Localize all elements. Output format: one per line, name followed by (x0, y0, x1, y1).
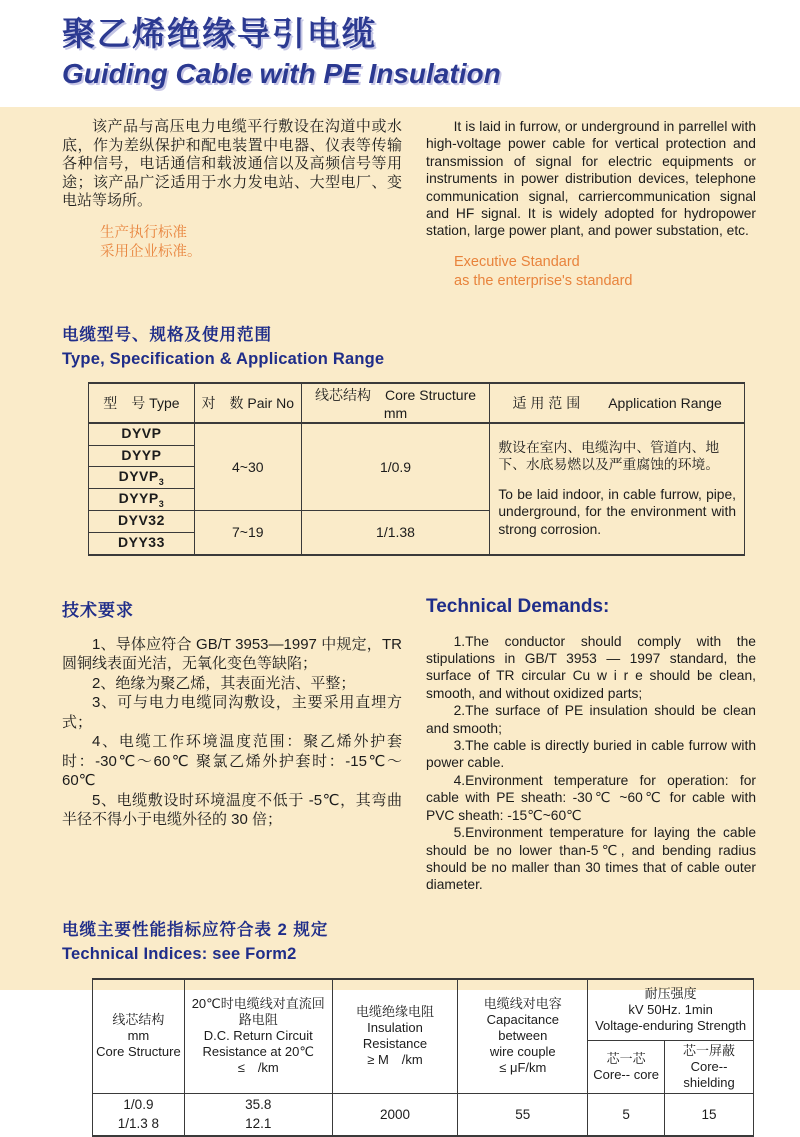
header-line: 芯一屏蔽 (683, 1043, 736, 1059)
core-structure-group-2: 1/1.38 (301, 511, 490, 555)
page-header (0, 0, 800, 107)
intro-paragraph-zh: 该产品与高压电力电缆平行敷设在沟道中或水底，作为差纵保护和配电装置中电器、仪表等传输各种信号，电话通信和载波通信以及高频信号等用途；该产品广泛适用于水力发电站、大型电厂、变电站等场所。 (62, 118, 402, 209)
header-line: ≤ μF/km (499, 1060, 547, 1076)
section2-heading (62, 916, 800, 964)
intro-section (0, 118, 800, 291)
tech-en-item: 1.The conductor should comply with the stipulations in GB/T 3953 — 1997 standard, the surface of TR circular Cu w i r e should be clean, smooth, and without oxidized parts; (426, 633, 756, 701)
data-dc-resistance (184, 1094, 332, 1136)
header-line: 电缆线对电容 (483, 996, 562, 1012)
tech-zh-item: 1、导体应符合 GB/T 3953—1997 中规定，TR 圆铜线表面光洁，无氧化变色等缺陷； (62, 635, 402, 673)
table2-header-dc-resistance (184, 979, 332, 1094)
table1-header-type: 型 号 Type (89, 383, 195, 423)
header-line: 耐压强度 (644, 985, 697, 1001)
tech-en-item: 5.Environment temperature for laying the cable should be no lower than-5℃, and bending radius should be no maller than 30 times that of cable outer diameter. (426, 825, 756, 893)
type-cell-dyvp3 (89, 467, 195, 489)
technical-demands-heading-en: Technical Demands: (426, 595, 610, 617)
type-cell-dyv32 (89, 511, 195, 533)
type-cell-dyy33 (89, 532, 195, 554)
table2-header-insulation-resistance (332, 979, 458, 1094)
header-line: Resistance at 20℃ (202, 1044, 314, 1060)
table-row (89, 423, 745, 445)
tech-zh-item: 2、绝缘为聚乙烯，其表面光洁、平整； (92, 674, 356, 692)
application-range-cell (490, 423, 745, 555)
header-line: Capacitance between (486, 1012, 559, 1044)
technical-demands-en (426, 596, 756, 894)
header-line: Core--shielding (683, 1059, 735, 1091)
data-core-core: 5 (588, 1094, 665, 1136)
standard-note-en-line2: as the enterprise's standard (454, 272, 633, 289)
header-line: mm (127, 1028, 150, 1044)
type-label: DYVP (118, 468, 159, 485)
header-line: 线芯结构 (112, 1012, 165, 1028)
tech-zh-item: 4、电缆工作环境温度范围：聚乙烯外护套时：-30℃～60℃ 聚氯乙烯外护套时：-15℃～60℃ (62, 733, 402, 790)
core-structure-group-1: 1/0.9 (301, 423, 490, 511)
standard-note-zh-line1: 生产执行标准 (100, 224, 187, 241)
header-line: ≤ /km (237, 1060, 279, 1076)
type-label: DYY33 (118, 533, 165, 550)
technical-demands-zh (62, 596, 402, 894)
type-cell-dyyp (89, 445, 195, 467)
standard-note-zh-line2: 采用企业标准。 (100, 243, 202, 260)
table2-header-core-shielding (665, 1041, 754, 1094)
header-line: kV 50Hz. 1min (628, 1001, 713, 1017)
table2-header-core-core (588, 1041, 665, 1094)
header-line: Core-- core (593, 1067, 659, 1083)
header-line: Insulation (367, 1020, 423, 1036)
table1-header-core: 线芯结构 Core Structure mm (301, 383, 490, 423)
page-title-en: Guiding Cable with PE Insulation (62, 58, 501, 90)
table2-data-row (93, 1094, 754, 1136)
data-core-structure (93, 1094, 185, 1136)
application-range-zh: 敷设在室内、电缆沟中、管道内、地下、水底易燃以及严重腐蚀的环境。 (498, 439, 720, 473)
section2-heading-zh: 电缆主要性能指标应符合表 2 规定 (62, 920, 329, 939)
technical-demands-items-en (426, 633, 756, 894)
tech-en-item: 2.The surface of PE insulation should be clean and smooth; (426, 703, 756, 736)
intro-column-zh (62, 118, 402, 291)
tech-zh-item: 3、可与电力电缆同沟敷设，主要采用直埋方式； (62, 694, 402, 731)
type-cell-dyyp3 (89, 489, 195, 511)
data-value: 12.1 (245, 1116, 272, 1132)
table2-header-row-1 (93, 979, 754, 1041)
standard-note-en-line1: Executive Standard (454, 253, 580, 270)
section1-heading-en: Type, Specification & Application Range (62, 349, 385, 368)
type-label: DYVP (121, 424, 162, 441)
data-value: 35.8 (245, 1097, 272, 1113)
table2-header-capacitance (458, 979, 588, 1094)
section1-heading (62, 321, 800, 369)
table1-header-application: 适 用 范 围 Application Range (490, 383, 745, 423)
standard-note-en (426, 253, 756, 291)
table1-header-pair-no: 对 数 Pair No (194, 383, 301, 423)
technical-demands-items-zh (62, 635, 402, 830)
type-spec-table (88, 382, 745, 556)
tech-en-item: 3.The cable is directly buried in cable furrow with power cable. (426, 738, 756, 771)
header-line: 20℃时电缆线对直流回路电阻 (191, 996, 325, 1028)
data-value: 1/0.9 (123, 1097, 154, 1113)
table2-header-core-structure (93, 979, 185, 1094)
standard-note-zh (62, 224, 402, 262)
section1-heading-zh: 电缆型号、规格及使用范围 (62, 325, 272, 344)
tech-en-item: 4.Environment temperature for operation: for cable with PE sheath: -30℃ ~60℃ for cable with PVC sheath: -15℃~60℃ (426, 772, 756, 823)
technical-demands-section (0, 596, 800, 894)
data-insulation-resistance: 2000 (332, 1094, 458, 1136)
pair-no-group-1: 4~30 (194, 423, 301, 511)
header-line: 电缆绝缘电阻 (355, 1004, 434, 1020)
header-line: Voltage-enduring Strength (595, 1017, 747, 1033)
page-body (0, 107, 800, 1132)
data-value: 1/1.3 8 (117, 1116, 160, 1132)
pair-no-group-2: 7~19 (194, 511, 301, 555)
type-label: DYYP (121, 446, 162, 463)
application-range-en: To be laid indoor, in cable furrow, pipe, underground, for the environment with strong corrosion. (498, 486, 736, 537)
header-line: wire couple (489, 1044, 556, 1060)
table2-header-voltage-strength (588, 979, 754, 1041)
table1-header-row (89, 383, 745, 423)
data-capacitance: 55 (458, 1094, 588, 1136)
data-core-shielding: 15 (665, 1094, 754, 1136)
type-label: DYV32 (118, 512, 165, 529)
technical-demands-heading-zh: 技术要求 (62, 600, 134, 620)
header-line: ≥ M /km (367, 1052, 423, 1068)
tech-zh-item: 5、电缆敷设时环境温度不低于 -5℃，其弯曲半径不得小于电缆外径的 30 倍； (62, 791, 402, 829)
intro-column-en (426, 118, 756, 291)
section2-heading-en: Technical Indices: see Form2 (62, 944, 297, 963)
type-subscript: 3 (158, 477, 165, 488)
header-line: Core Structure (96, 1044, 181, 1060)
header-line: D.C. Return Circuit (203, 1028, 313, 1044)
header-line: Resistance (362, 1036, 428, 1052)
type-subscript: 3 (158, 499, 165, 510)
type-label: DYYP (118, 490, 159, 507)
header-line: 芯一芯 (606, 1051, 646, 1067)
intro-paragraph-en: It is laid in furrow, or underground in parrellel with high-voltage power cable for vertical protection and transmission of signal for electric equipments or instruments in power distribution devices, telephone communication signal, carriercommunication signal and HF signal. It is widely adopted for hydropower station, large power plant, and power substation, etc. (426, 119, 756, 239)
type-cell-dyvp (89, 423, 195, 445)
technical-indices-table (92, 978, 754, 1137)
page-title-zh: 聚乙烯绝缘导引电缆 (62, 15, 377, 52)
